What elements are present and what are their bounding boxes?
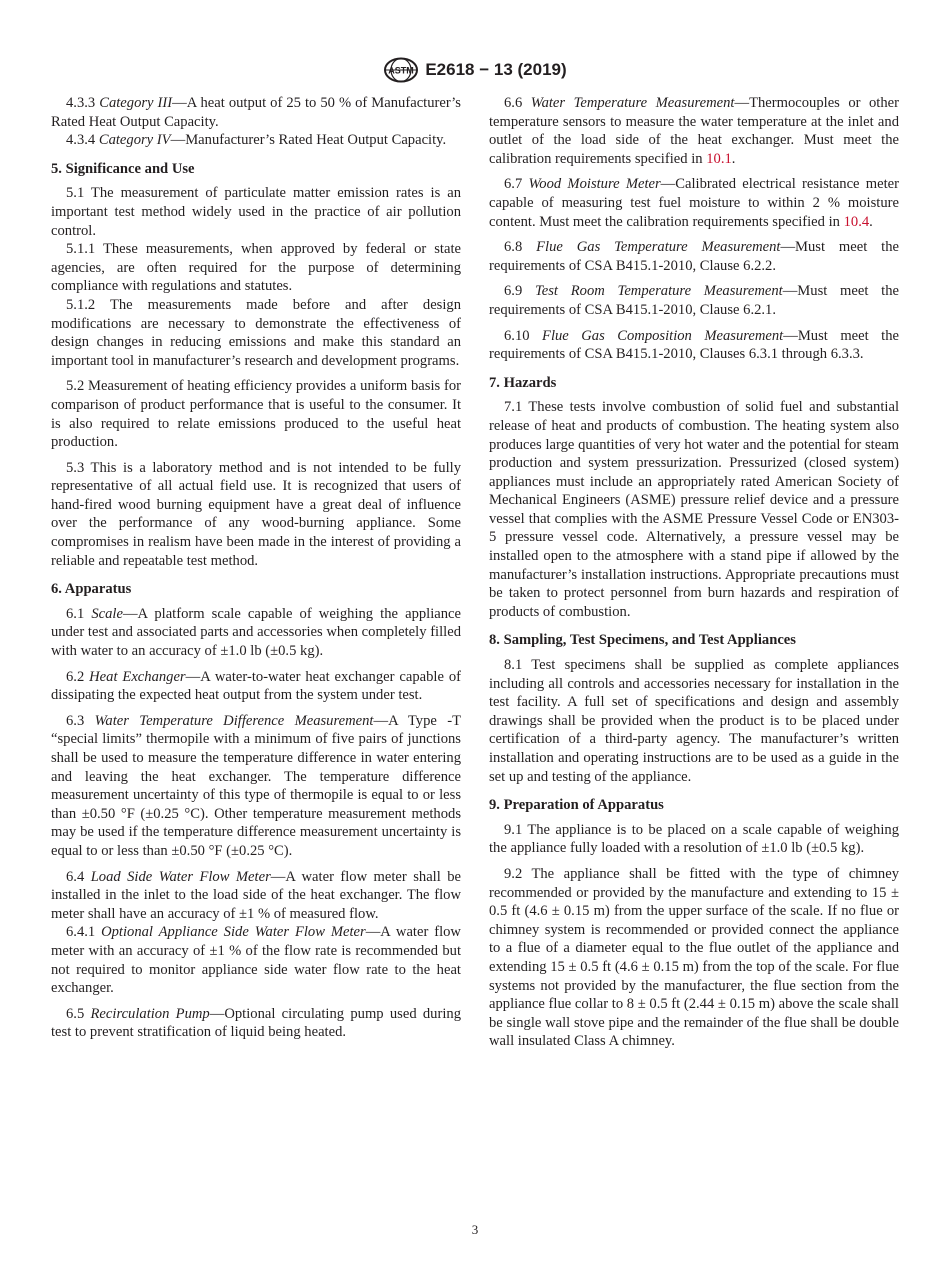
paragraph-5-3: 5.3 This is a laboratory method and is not intended to be fully representative of all actual field use. It is recognized that users of hand-fired wood burning equipment have a great deal of influence over the performance of any wood-burning appliance. Some compromises in realism have been made in the interest of providing a reliable and repeatable test method. bbox=[51, 459, 461, 569]
paragraph-5-1-2: 5.1.2 The measurements made before and after design modifications are necessary to demonstrate the effectiveness of design changes in reducing emissions and make this standard an important tool in manufacturer’s research and development programs. bbox=[51, 296, 461, 369]
paragraph-6-4-1: 6.4.1 Optional Appliance Side Water Flow Meter—A water flow meter with an accuracy of ±1 % of the flow rate is recommended but not required to monitor appliance side water flow rate to the heat exchanger. bbox=[51, 924, 461, 997]
section-5-heading: 5. Significance and Use bbox=[51, 160, 195, 177]
paragraph-9-2: 9.2 The appliance shall be fitted with the type of chimney recommended or provided by the manufacture and extending to 15 ± 0.5 ft (4.6 ± 0.15 m) from the upper surface of the scale. If no flue or chimney system is recommended or provided connect the appliance to a flue of a diameter equal to the flue outlet of the appliance and extending 15 ± 0.5 ft (4.6 ± 0.15 m) from the top of the scale. For flue systems not provided by the manufacturer, the flue section from the appliance flue collar to 8 ± 0.5 ft (2.44 ± 0.15 m) above the scale shall be single wall stove pipe and the remainder of the flue shall be double wall insulated Class A chimney. bbox=[489, 865, 899, 1050]
paragraph-4-3-3: 4.3.3 Category III—A heat output of 25 to 50 % of Manufacturer’s Rated Heat Output Capacity. bbox=[51, 95, 461, 130]
paragraph-5-2: 5.2 Measurement of heating efficiency provides a uniform basis for comparison of product performance that is useful to the consumer. It is also required to relate emissions produced to the useful heat production. bbox=[51, 378, 461, 451]
logo-text: ASTM bbox=[388, 65, 415, 76]
page-number: 3 bbox=[471, 1222, 479, 1237]
paragraph-6-6: 6.6 Water Temperature Measurement—Thermocouples or other temperature sensors to measure the water temperature at the inlet and outlet of the load side of the heat exchanger. Must meet the calibration requirements specified in 10.1. bbox=[489, 95, 899, 167]
paragraph-5-1-1: 5.1.1 These measurements, when approved by federal or state agencies, are often required for the purpose of determining compliance with regulations and statutes. bbox=[51, 241, 461, 295]
left-column bbox=[51, 94, 461, 1042]
paragraph-4-3-4: 4.3.4 Category IV—Manufacturer’s Rated Heat Output Capacity. bbox=[66, 132, 447, 149]
paragraph-6-5: 6.5 Recirculation Pump—Optional circulating pump used during test to prevent stratification of liquid being heated. bbox=[51, 1005, 461, 1041]
paragraph-6-10: 6.10 Flue Gas Composition Measurement—Must meet the requirements of CSA B415.1-2010, Clauses 6.3.1 through 6.3.3. bbox=[489, 327, 899, 363]
astm-logo-icon bbox=[383, 57, 419, 83]
page-header bbox=[0, 56, 950, 84]
paragraph-6-9: 6.9 Test Room Temperature Measurement—Must meet the requirements of CSA B415.1-2010, Clause 6.2.1. bbox=[489, 283, 899, 318]
paragraph-8-1: 8.1 Test specimens shall be supplied as complete appliances including all controls and accessories necessary for installation in the test facility. A full set of specifications and design and assembly drawings shall be provided when the product is to be placed under certification of a third-party agency. The manufacturer’s written installation and operating instructions are to be used as a guide in the set up and testing of the appliance. bbox=[489, 657, 899, 785]
document-id: E2618 − 13 (2019) bbox=[425, 60, 567, 79]
paragraph-6-1: 6.1 Scale—A platform scale capable of weighing the appliance under test and associated parts and accessories when completely filled with water to an accuracy of ±1.0 lb (±0.5 kg). bbox=[51, 605, 461, 660]
right-column bbox=[489, 94, 899, 1051]
paragraph-6-4: 6.4 Load Side Water Flow Meter—A water flow meter shall be installed in the inlet to the load side of the heat exchanger. The flow meter shall have an accuracy of ±1 % of measured flow. bbox=[51, 868, 461, 922]
paragraph-7-1: 7.1 These tests involve combustion of solid fuel and substantial release of heat and products of combustion. The heating system also produces large quantities of very hot water and the potential for steam production and system pressurization. Pressurized (closed system) appliances must include an appropriately rated American Society of Mechanical Engineers (ASME) pressure relief device and a pressure vessel that complies with the ASME Pressure Vessel Code or EN303-5 pressure vessel code. Alternatively, a pressure vessel may be installed open to the atmosphere with a stand pipe if allowed by the manufacturer’s installation instructions. Appropriate precautions must be taken to protect personnel from burn hazards and respiration of products of combustion. bbox=[489, 399, 899, 620]
reference-link-10-1[interactable]: 10.1 bbox=[706, 150, 732, 167]
paragraph-6-3: 6.3 Water Temperature Difference Measurement—A Type -T “special limits” thermopile with a minimum of five pairs of junctions shall be used to measure the temperature difference in water entering and leaving the heat exchanger. The temperature difference measurement uncertainty of this type of thermopile is equal to or less than ±0.50 °F (±0.25 °C). Other temperature measurement methods may be used if the temperature difference measurement uncertainty is equal to or less than ±0.50 °F (±0.25 °C). bbox=[51, 712, 461, 859]
section-8-heading: 8. Sampling, Test Specimens, and Test Appliances bbox=[489, 632, 796, 649]
paragraph-5-1: 5.1 The measurement of particulate matter emission rates is an important test method widely used in the practice of air pollution control. bbox=[51, 185, 461, 239]
paragraph-6-2: 6.2 Heat Exchanger—A water-to-water heat exchanger capable of dissipating the expected heat output from the system under test. bbox=[51, 668, 461, 704]
paragraph-6-8: 6.8 Flue Gas Temperature Measurement—Must meet the requirements of CSA B415.1-2010, Clause 6.2.2. bbox=[489, 239, 899, 274]
section-6-heading: 6. Apparatus bbox=[51, 581, 132, 598]
section-7-heading: 7. Hazards bbox=[489, 374, 557, 391]
reference-link-10-4[interactable]: 10.4 bbox=[843, 213, 870, 230]
paragraph-9-1: 9.1 The appliance is to be placed on a scale capable of weighing the appliance fully loaded with a resolution of ±1.0 lb (±0.5 kg). bbox=[489, 821, 899, 857]
section-9-heading: 9. Preparation of Apparatus bbox=[489, 797, 664, 814]
paragraph-6-7: 6.7 Wood Moisture Meter—Calibrated electrical resistance meter capable of measuring test fuel moisture to within 2 % moisture content. Must meet the calibration requirements specified in 10.4. bbox=[489, 176, 899, 230]
